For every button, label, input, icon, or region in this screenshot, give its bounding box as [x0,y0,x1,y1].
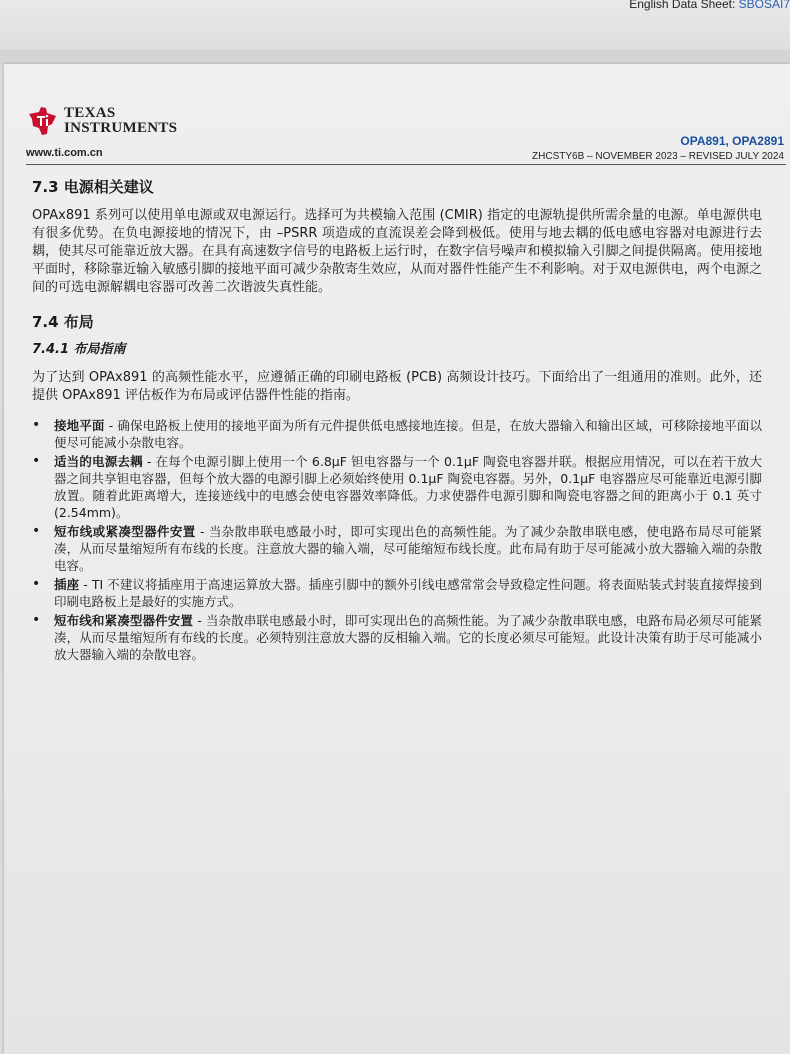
list-item [32,453,762,521]
document-page [4,64,790,1054]
doc-revision-info: ZHCSTY6B – NOVEMBER 2023 – REVISED JULY 2024 [532,151,784,162]
list-item-text: - 当杂散串联电感最小时，即可实现出色的高频性能。为了减少杂散串联电感，电路布局必须尽可能紧凑，从而尽量缩短所有布线的长度。必须特别注意放大器的反相输入端。它的长度必须尽可能短。此设计决策有助于尽可能减小放大器输入端的杂散电容。 [54,613,762,662]
english-data-sheet-label [629,0,790,11]
list-item [32,417,762,451]
browser-top-bar [0,0,790,51]
list-item-term: 插座 [54,577,80,592]
bullet-icon: • [32,612,41,628]
list-item-term: 短布线和紧凑型器件安置 [54,613,194,628]
list-item [32,576,762,610]
website-link[interactable]: www.ti.com.cn [26,147,103,159]
list-item [32,612,762,663]
part-numbers[interactable]: OPA891, OPA2891 [680,134,784,148]
ti-logo-icon [26,104,60,138]
list-item-text: - 当杂散串联电感最小时，即可实现出色的高频性能。为了减少杂散串联电感，使电路布局尽可能紧凑，从而尽量缩短所有布线的长度。注意放大器的输入端，尽可能缩短布线长度。此布局有助于尽可能减小放大器输入端的杂散电容。 [54,524,762,573]
list-item-term: 短布线或紧凑型器件安置 [54,524,196,539]
section-7-3-heading: 7.3 电源相关建议 [32,178,154,196]
list-item-term: 适当的电源去耦 [54,454,143,469]
bullet-icon: • [32,523,41,539]
document-content [32,176,762,665]
english-data-sheet-text: English Data Sheet: [629,0,739,11]
layout-guidelines-intro: 为了达到 OPAx891 的高频性能水平，应遵循正确的印刷电路板 (PCB) 高频设计技巧。下面给出了一组通用的准则。此外，还提供 OPAx891 评估板作为布局或评估器件性能的指南。 [32,370,762,403]
list-item-term: 接地平面 [54,418,105,433]
bullet-icon: • [32,417,41,433]
ti-logo-text [64,106,177,136]
page-gap [0,50,790,64]
english-data-sheet-link[interactable]: SBOSAI7 [738,0,790,11]
logo-line-1: TEXAS [64,105,116,121]
ti-logo [26,104,177,138]
logo-line-2: INSTRUMENTS [64,120,178,136]
list-item-text: - 在每个电源引脚上使用一个 6.8µF 钽电容器与一个 0.1µF 陶瓷电容器并联。根据应用情况，可以在若干放大器之间共享钽电容器，但每个放大器的电源引脚上必须始终使用 0.1µF 陶瓷电容器。另外，0.1µF 电容器应尽可能靠近电源引脚放置。随着此距离增大，连接迹线中的电感会使电容器效率降低。力求使器件电源引脚和陶瓷电容器之间的距离小于 0.1 英寸 (2.54mm)。 [54,454,762,520]
list-item [32,523,762,574]
section-7-4-1-heading: 7.4.1 布局指南 [32,342,126,357]
list-item-text: - TI 不建议将插座用于高速运算放大器。插座引脚中的额外引线电感常常会导致稳定性问题。将表面贴装式封装直接焊接到印刷电路板上是最好的实施方式。 [54,577,762,609]
bullet-icon: • [32,453,41,469]
section-7-4-heading: 7.4 布局 [32,313,94,331]
section-7-3-body: OPAx891 系列可以使用单电源或双电源运行。选择可为共模输入范围 (CMIR) 指定的电源轨提供所需余量的电源。单电源供电有很多优势。在负电源接地的情况下，由 –PSRR 项造成的直流误差会降到极低。使用与地去耦的低电感电容器对电源进行去耦，使其尽可能靠近放大器。在具有高速数字信号的电路板上运行时，在数字信号噪声和模拟输入引脚之间提供隔离。使用接地平面时，移除靠近输入敏感引脚的接地平面可减少杂散寄生效应，从而对器件性能产生不利影响。对于双电源供电，两个电源之间的可选电源解耦电容器可改善二次谐波失真性能。 [32,208,762,295]
header-divider [26,164,786,165]
layout-guidelines-list [32,417,762,663]
bullet-icon: • [32,576,41,592]
list-item-text: - 确保电路板上使用的接地平面为所有元件提供低电感接地连接。但是，在放大器输入和输出区域，可移除接地平面以便尽可能减小杂散电容。 [54,418,762,450]
